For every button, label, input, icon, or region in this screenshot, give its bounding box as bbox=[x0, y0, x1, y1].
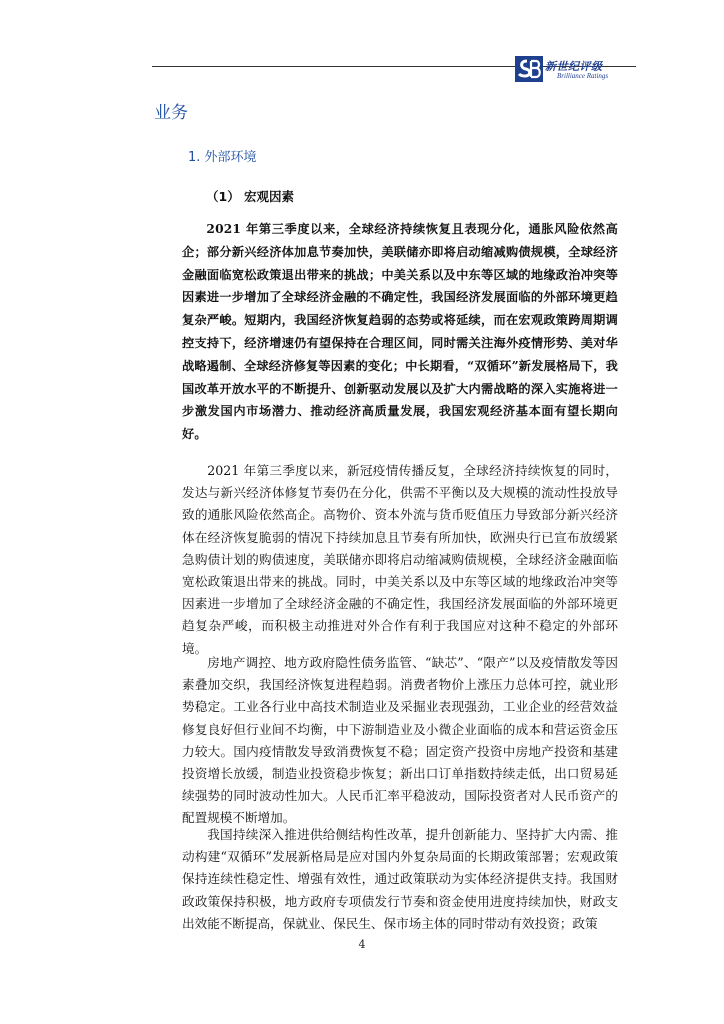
body-paragraph: 2021 年第三季度以来，新冠疫情传播反复，全球经济持续恢复的同时，发达与新兴经济体修复节奏仍在分化，供需不平衡以及大规模的流动性投放导致的通胀风险依然高企。高物价、资本外流与货币贬值压力导致部分新兴经济体在经济恢复脆弱的情况下持续加息且节奏有所加快，欧洲央行已宣布放缓紧急购债计划的购债速度，美联储亦即将启动缩减购债规模，全球经济金融面临宽松政策退出带来的挑战。同时，中美关系以及中东等区域的地缘政治冲突等因素进一步增加了全球经济金融的不确定性，我国经济发展面临的外部环境更趋复杂严峻，而积极主动推进对外合作有利于我国应对这种不稳定的外部环境。 bbox=[182, 463, 618, 656]
logo-chinese-text: 新世纪评级 bbox=[545, 60, 603, 73]
subsubsection-title: （1） 宏观因素 bbox=[206, 189, 295, 204]
summary-paragraph: 2021 年第三季度以来，全球经济持续恢复且表现分化，通胀风险依然高企；部分新兴经济体加息节奏加快，美联储亦即将启动缩减购债规模，全球经济金融面临宽松政策退出带来的挑战；中美关系以及中东等区域的地缘政治冲突等因素进一步增加了全球经济金融的不确定性，我国经济发展面临的外部环境更趋复杂严峻。短期内，我国经济恢复趋弱的态势或将延续，而在宏观政策跨周期调控支持下，经济增速仍有望保持在合理区间，同时需关注海外疫情形势、美对华战略遏制、全球经济修复等因素的变化；中长期看，“双循环”新发展格局下，我国改革开放水平的不断提升、创新驱动发展以及扩大内需战略的深入实施将进一步激发国内市场潜力、推动经济高质量发展，我国宏观经济基本面有望长期向好。 bbox=[182, 222, 618, 442]
subsection-title: 1. 外部环境 bbox=[188, 150, 257, 165]
logo-english-text: Brilliance Ratings bbox=[557, 72, 609, 80]
body-paragraph: 房地产调控、地方政府隐性债务监管、“缺芯”、“限产”以及疫情散发等因素叠加交织，我国经济恢复进程趋弱。消费者物价上涨压力总体可控，就业形势稳定。工业各行业中高技术制造业及采掘业表现强劲，工业企业的经营效益修复良好但行业间不均衡，中下游制造业及小微企业面临的成本和营运资金压力较大。国内疫情散发导致消费恢复不稳；固定资产投资中房地产投资和基建投资增长放缓，制造业投资稳步恢复；新出口订单指数持续走低，出口贸易延续强势的同时波动性加大。人民币汇率平稳波动，国际投资者对人民币资产的配置规模不断增加。 bbox=[182, 655, 618, 826]
page-number: 4 bbox=[358, 938, 366, 951]
section-title: 业务 bbox=[154, 103, 188, 123]
brilliance-ratings-logo bbox=[515, 56, 625, 86]
body-paragraph: 我国持续深入推进供给侧结构性改革，提升创新能力、坚持扩大内需、推动构建“双循环”发展新格局是应对国内外复杂局面的长期政策部署；宏观政策保持连续性稳定性、增强有效性，通过政策联动为实体经济提供支持。我国财政政策保持积极，地方政府专项债发行节奏和资金使用进度持续加快，财政支出效能不断提高，保就业、保民生、保市场主体的同时带动有效投资；政策 bbox=[182, 827, 618, 931]
sb-logo-icon bbox=[515, 56, 543, 82]
